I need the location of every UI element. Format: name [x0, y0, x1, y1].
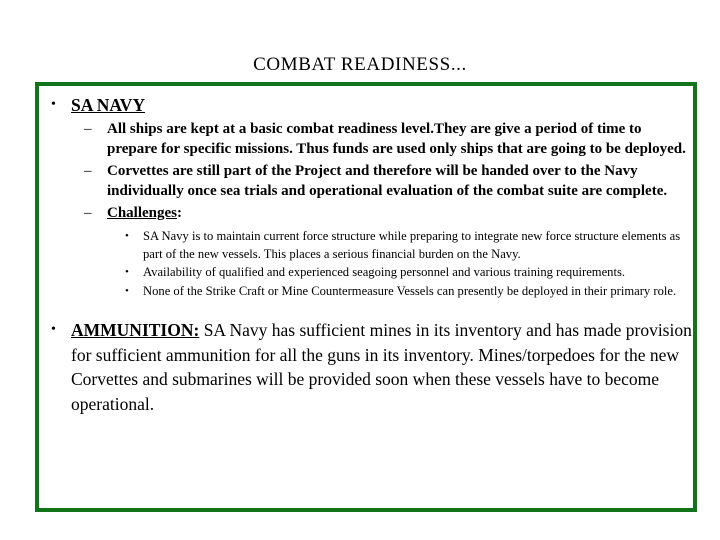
- bullet-ammunition: [39, 318, 693, 416]
- challenges-colon: :: [177, 204, 183, 221]
- ammunition-body: SA Navy has sufficient mines in its inventory and has made provision for sufficient ammunition for all the guns in its inventory. Mines/torpedoes for the new Corvettes and submarines will be provided soon when these vessels have to become operational.: [71, 320, 692, 414]
- challenges-label: Challenges: [107, 204, 178, 221]
- challenge-3-text: None of the Strike Craft or Mine Countermeasure Vessels can presently be deployed in their primary role.: [143, 283, 677, 298]
- page-title: COMBAT READINESS...: [253, 53, 467, 75]
- bullet-marker-level2: –: [84, 162, 92, 179]
- bullet-challenges: [39, 203, 693, 224]
- challenges-list: [39, 228, 693, 300]
- content-inner: [39, 86, 693, 508]
- bullet-marker-level1: •: [51, 322, 56, 338]
- ammunition-paragraph: [71, 318, 693, 416]
- content-box: [35, 82, 697, 512]
- bullet-marker-level3: •: [125, 266, 129, 279]
- challenge-2-text: Availability of qualified and experienced seagoing personnel and various training requirements.: [143, 265, 626, 280]
- bullet-challenge-3: [39, 283, 693, 300]
- bullet-sa-navy-point-2: [39, 161, 693, 202]
- bullet-challenge-2: [39, 264, 693, 281]
- bullet-marker-level2: –: [84, 204, 92, 221]
- ammunition-label: AMMUNITION:: [71, 320, 200, 341]
- bullet-sa-navy-point-1: [39, 119, 693, 160]
- sa-navy-point-2-text: Corvettes are still part of the Project and therefore will be handed over to the Navy individually once sea trials and operational evaluation of the combat suite are complete.: [107, 162, 668, 200]
- bullet-challenge-1: [39, 228, 693, 263]
- bullet-marker-level2: –: [84, 120, 92, 137]
- bullet-sa-navy: [39, 93, 693, 118]
- bullet-marker-level3: •: [125, 230, 129, 243]
- challenges-label-wrap: [107, 203, 693, 224]
- sa-navy-point-1-text: All ships are kept at a basic combat readiness level.They are give a period of time to prepare for specific missions. Thus funds are used only ships that are going to be deployed.: [107, 120, 686, 158]
- bullet-marker-level3: •: [125, 284, 129, 297]
- sa-navy-heading: SA NAVY: [71, 95, 146, 115]
- challenge-1-text: SA Navy is to maintain current force structure while preparing to integrate new force structure elements as part of the new vessels. This places a serious financial burden on the Navy.: [143, 229, 681, 261]
- bullet-marker-level1: •: [51, 97, 56, 112]
